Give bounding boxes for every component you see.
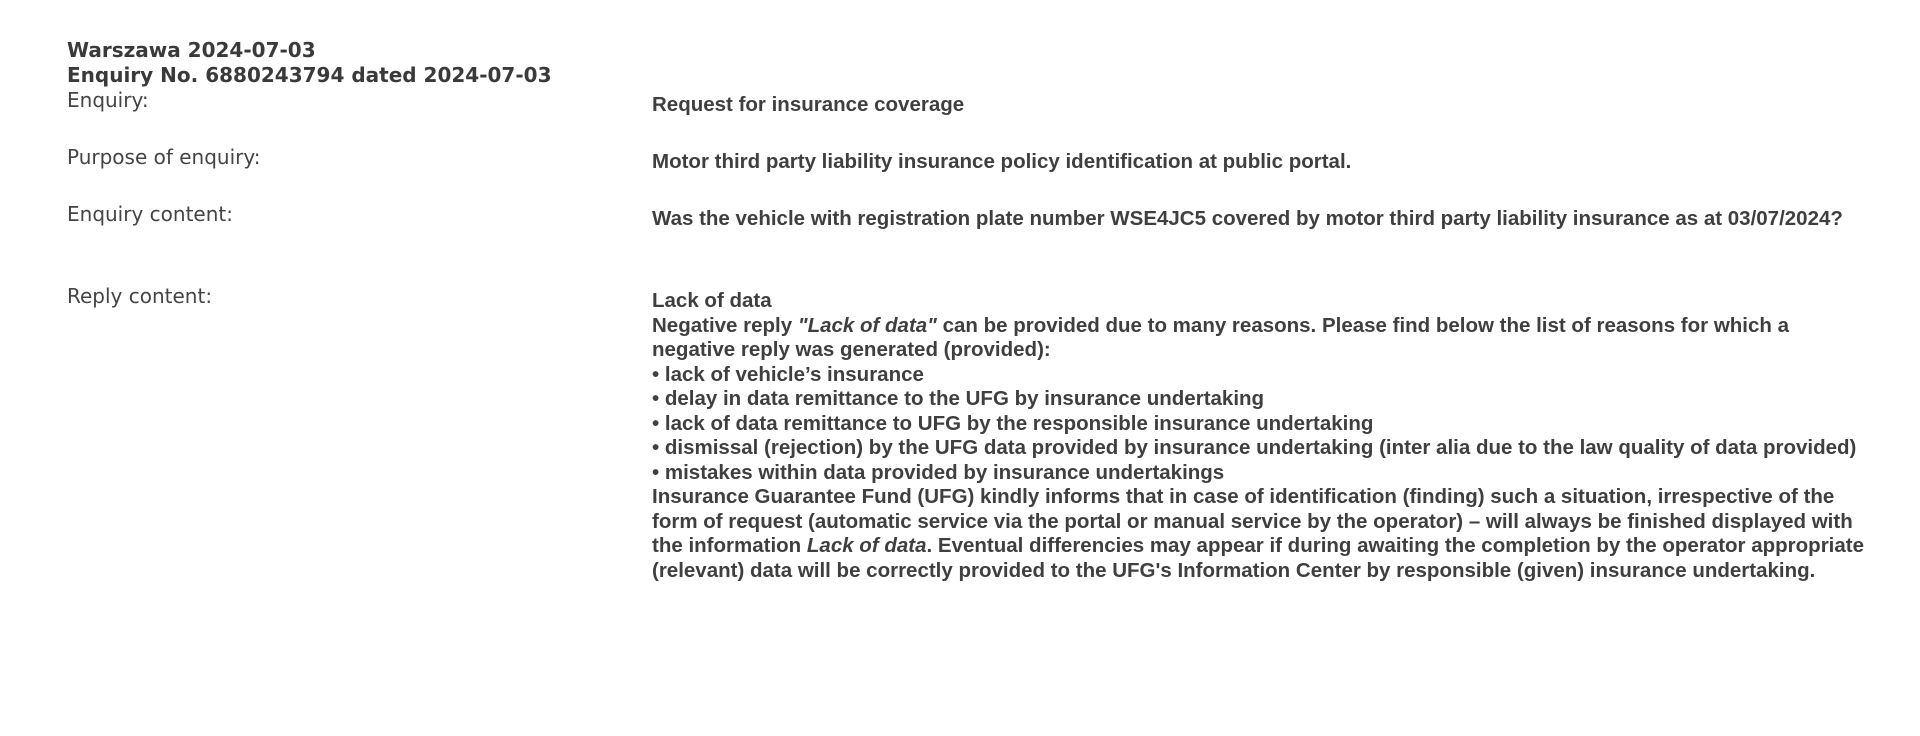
- enquiry-number-line: Enquiry No. 6880243794 dated 2024-07-03: [67, 63, 552, 87]
- reply-content-label: Reply content:: [67, 284, 213, 308]
- ufg-text-end: . Eventual differencies may appear if during awaiting the completion by the operator appropriate (relevant) data will be correctly provided to the UFG's Information Center by responsible (given) insurance undertaking.: [652, 534, 1865, 582]
- negative-reply-quote: "Lack of data": [797, 313, 937, 337]
- reasons-list: [652, 363, 1870, 486]
- ufg-text-start: Insurance Guarantee Fund (UFG) kindly informs that in case of identification (finding) such a situation, irrespective of the form of request (automatic service via the portal or manual service by the operator) – will always be finished displayed with the information: [652, 485, 1853, 557]
- place-date: Warszawa 2024-07-03: [67, 38, 316, 62]
- enquiry-content-label: Enquiry content:: [67, 202, 233, 226]
- reply-content: [652, 289, 1870, 583]
- reason-item: • delay in data remittance to the UFG by insurance undertaking: [652, 387, 1265, 410]
- enquiry-label: Enquiry:: [67, 88, 149, 112]
- purpose-label: Purpose of enquiry:: [67, 145, 261, 169]
- ufg-information-paragraph: [652, 485, 1870, 583]
- reason-item: • lack of data remittance to UFG by the responsible insurance undertaking: [652, 411, 1374, 435]
- reason-item: • dismissal (rejection) by the UFG data provided by insurance undertaking (inter alia due to the law quality of data provided): [652, 436, 1857, 459]
- ufg-lack-of-data-emphasis: Lack of data: [806, 534, 927, 557]
- purpose-value: Motor third party liability insurance policy identification at public portal.: [652, 150, 1352, 173]
- negative-reply-text-start: Negative reply: [652, 313, 798, 337]
- reply-title: Lack of data: [652, 289, 772, 312]
- negative-reply-paragraph: [652, 314, 1870, 363]
- enquiry-content-value: Was the vehicle with registration plate number WSE4JC5 covered by motor third party liability insurance as at 03/07/2024?: [652, 207, 1843, 230]
- reason-item: • lack of vehicle’s insurance: [652, 362, 924, 386]
- enquiry-value: Request for insurance coverage: [652, 93, 965, 116]
- document-header: [67, 38, 551, 88]
- reason-item: • mistakes within data provided by insurance undertakings: [652, 460, 1225, 484]
- negative-reply-text-end: can be provided due to many reasons. Please find below the list of reasons for which a negative reply was generated (provided):: [652, 313, 1789, 361]
